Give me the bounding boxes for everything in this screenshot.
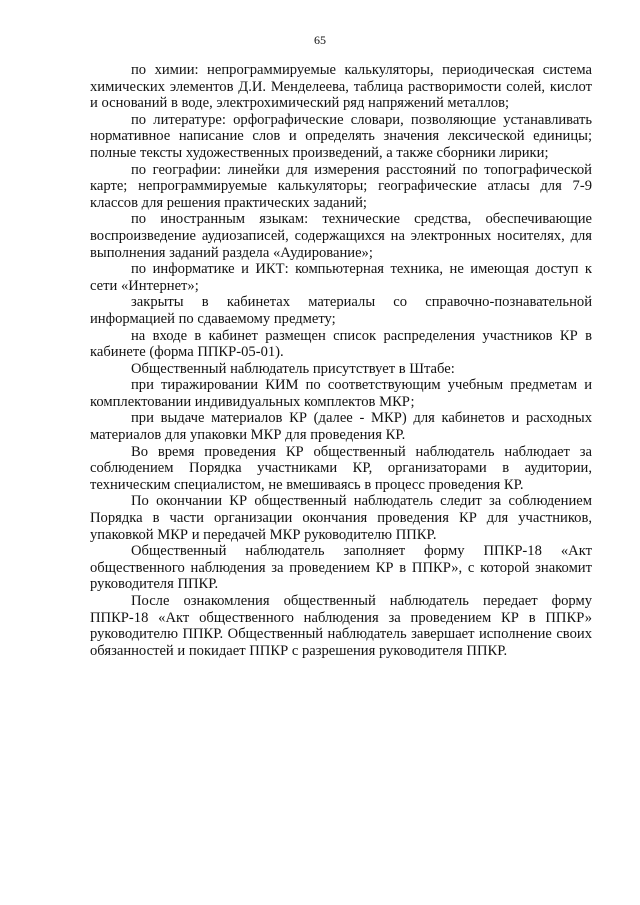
paragraph-chemistry: по химии: непрограммируемые калькуляторы, периодическая система химических элементов Д.И. Менделеева, таблица растворимости солей, кислот и оснований в воде, электрохимический ряд напряжений металлов;: [90, 62, 592, 112]
paragraph-form-ppkr18: Общественный наблюдатель заполняет форму ППКР-18 «Акт общественного наблюдения за проведением КР в ППКР», с которой знакомит руководителя ППКР.: [90, 543, 592, 593]
document-body: [90, 62, 592, 659]
paragraph-literature: по литературе: орфографические словари, позволяющие устанавливать нормативное написание слов и определять значения лексической единицы; полные тексты художественных произведений, а также сборники лирики;: [90, 111, 592, 161]
page-number: 65: [314, 33, 326, 47]
paragraph-informatics: по информатике и ИКТ: компьютерная техника, не имеющая доступ к сети «Интернет»;: [90, 261, 592, 294]
paragraph-handover: После ознакомления общественный наблюдатель передает форму ППКР-18 «Акт общественного наблюдения за проведением КР в ППКР» руководителю ППКР. Общественный наблюдатель завершает исполнение своих обязанностей и покидает ППКР с разрешения руководителя ППКР.: [90, 593, 592, 659]
paragraph-observer-hq: Общественный наблюдатель присутствует в Штабе:: [131, 360, 455, 377]
paragraph-geography: по географии: линейки для измерения расстояний по топографической карте; непрограммируемые калькуляторы; географические атласы для 7-9 классов для решения практических заданий;: [90, 161, 592, 211]
paragraph-closed-materials: закрыты в кабинетах материалы со справочно-познавательной информацией по сдаваемому предмету;: [90, 294, 592, 327]
paragraph-foreign-languages: по иностранным языкам: технические средства, обеспечивающие воспроизведение аудиозаписей, содержащихся на электронных носителях, для выполнения заданий раздела «Аудирование»;: [90, 211, 592, 261]
paragraph-during-kr: Во время проведения КР общественный наблюдатель наблюдает за соблюдением Порядка участниками КР, организаторами в аудитории, техническим специалистом, не вмешиваясь в процесс проведения КР.: [90, 443, 592, 493]
paragraph-entrance-list: на входе в кабинет размещен список распределения участников КР в кабинете (форма ППКР-05-01).: [90, 327, 592, 361]
paragraph-kim-replication: при тиражировании КИМ по соответствующим учебным предметам и комплектовании индивидуальных комплектов МКР;: [90, 377, 592, 410]
paragraph-mkr-issuance: при выдаче материалов КР (далее - МКР) для кабинетов и расходных материалов для упаковки МКР для проведения КР.: [90, 410, 592, 444]
paragraph-after-kr: По окончании КР общественный наблюдатель следит за соблюдением Порядка в части организации окончания проведения КР для участников, упаковкой МКР и передачей МКР руководителю ППКР.: [90, 493, 592, 543]
